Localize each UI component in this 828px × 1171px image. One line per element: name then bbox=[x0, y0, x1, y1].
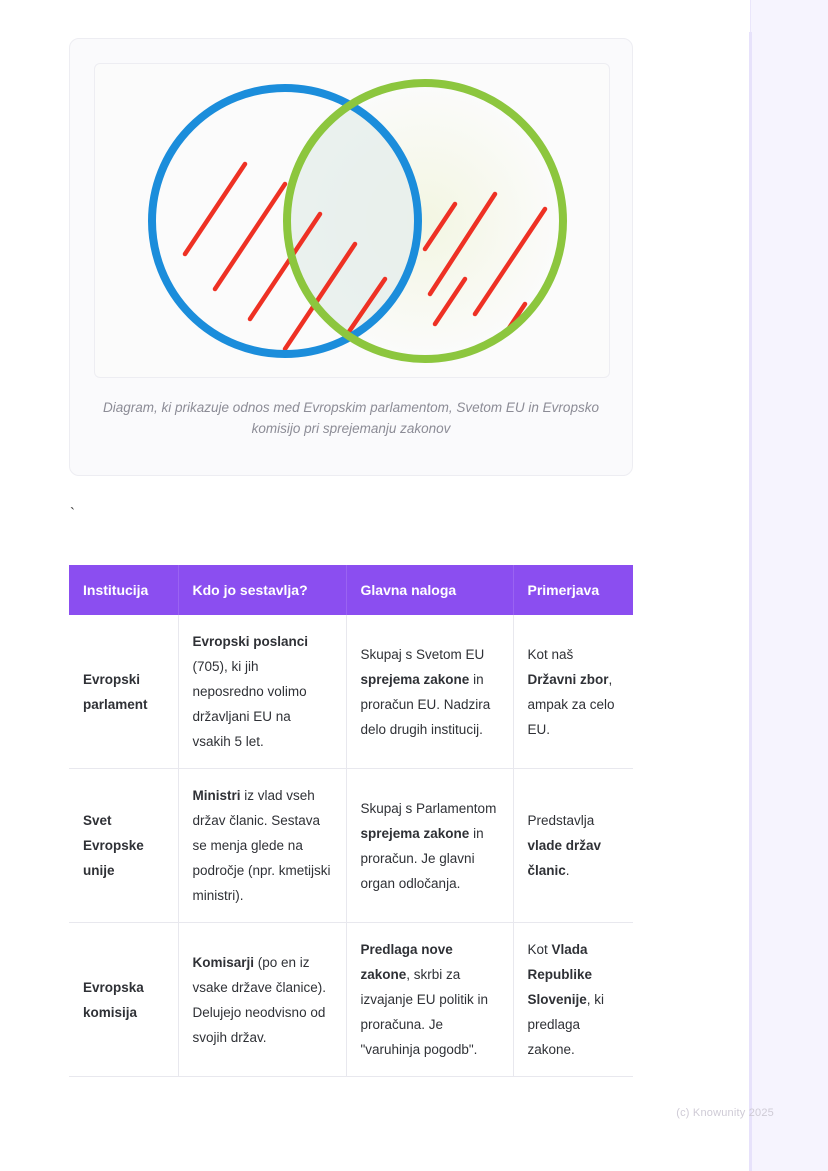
cell-institution: Evropski parlament bbox=[69, 615, 178, 769]
figure-caption: Diagram, ki prikazuje odnos med Evropskim parlamentom, Svetom EU in Evropsko komisijo pri sprejemanju zakonov bbox=[103, 400, 599, 436]
table-body bbox=[69, 615, 633, 1077]
cell-institution: Svet Evropske unije bbox=[69, 769, 178, 923]
table-row bbox=[69, 615, 633, 769]
cell-institution: Evropska komisija bbox=[69, 923, 178, 1077]
right-side-panel bbox=[750, 0, 828, 1171]
cell-comparison: Kot Vlada Republike Slovenije, ki predlaga zakone. bbox=[513, 923, 633, 1077]
table-header-row bbox=[69, 565, 633, 615]
table-header-primerjava: Primerjava bbox=[513, 565, 633, 615]
table-header-institucija: Institucija bbox=[69, 565, 178, 615]
cell-composition: Ministri iz vlad vseh držav članic. Sestava se menja glede na področje (npr. kmetijski ministri). bbox=[178, 769, 346, 923]
cell-task: Predlaga nove zakone, skrbi za izvajanje EU politik in proračuna. Je "varuhinja pogodb". bbox=[346, 923, 513, 1077]
watermark: (c) Knowunity 2025 bbox=[676, 1107, 774, 1119]
cell-composition: Komisarji (po en iz vsake države članice). Delujejo neodvisno od svojih držav. bbox=[178, 923, 346, 1077]
table-header-naloga: Glavna naloga bbox=[346, 565, 513, 615]
venn-diagram-svg bbox=[95, 64, 610, 378]
table-header-sestava: Kdo jo sestavlja? bbox=[178, 565, 346, 615]
table-row bbox=[69, 769, 633, 923]
institutions-table-container bbox=[69, 565, 633, 1077]
institutions-table bbox=[69, 565, 633, 1077]
stray-backtick: ` bbox=[70, 505, 75, 522]
cell-comparison: Kot naš Državni zbor, ampak za celo EU. bbox=[513, 615, 633, 769]
figure-card bbox=[69, 38, 633, 476]
cell-task: Skupaj s Parlamentom sprejema zakone in proračun. Je glavni organ odločanja. bbox=[346, 769, 513, 923]
cell-composition: Evropski poslanci (705), ki jih neposredno volimo državljani EU na vsakih 5 let. bbox=[178, 615, 346, 769]
cell-task: Skupaj s Svetom EU sprejema zakone in proračun EU. Nadzira delo drugih institucij. bbox=[346, 615, 513, 769]
scroll-rail[interactable] bbox=[749, 32, 752, 1171]
venn-diagram-figure bbox=[94, 63, 610, 378]
table-row bbox=[69, 923, 633, 1077]
cell-comparison: Predstavlja vlade držav članic. bbox=[513, 769, 633, 923]
